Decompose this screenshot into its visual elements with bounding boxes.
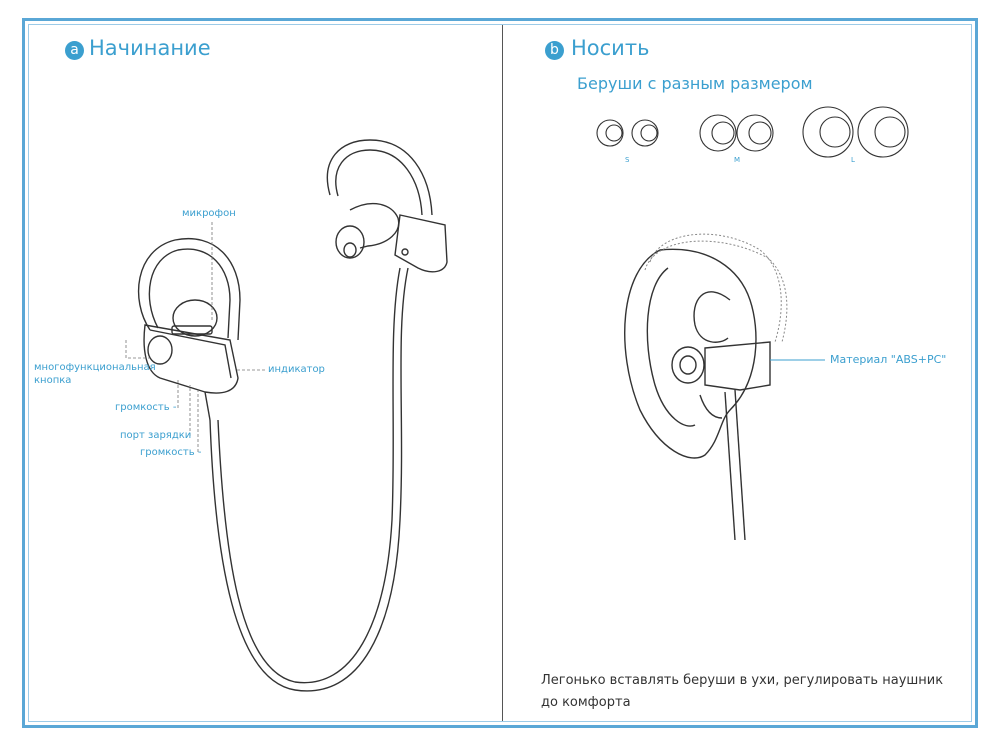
earphone-right-drawing (327, 140, 447, 272)
label-volume-down: громкость - (140, 447, 202, 458)
label-material: Материал "ABS+PC" (830, 353, 947, 366)
eartip-circles (597, 107, 908, 157)
label-volume-up: громкость - (115, 402, 177, 413)
label-charging-port: порт зарядки (120, 430, 192, 441)
ear-drawing (625, 249, 770, 540)
wearing-instruction: Легонько вставлять беруши в ухи, регулировать наушник до комфорта (541, 673, 944, 710)
cable-drawing (210, 268, 408, 691)
label-indicator: индикатор (268, 364, 325, 375)
earphone-left-drawing (139, 239, 240, 420)
size-label-s: S (625, 156, 630, 164)
label-multifunction-button: кнопка (34, 375, 72, 386)
badge-a: a (65, 41, 84, 60)
label-microphone: микрофон (182, 208, 236, 219)
right-title: Носить (571, 36, 650, 60)
left-title: Начинание (89, 36, 211, 60)
size-label-m: M (734, 156, 741, 164)
label-multifunction: многофункциональная (34, 362, 156, 373)
size-label-l: L (851, 156, 855, 164)
badge-b: b (545, 41, 564, 60)
eartips-subtitle: Беруши с разным размером (577, 74, 813, 93)
